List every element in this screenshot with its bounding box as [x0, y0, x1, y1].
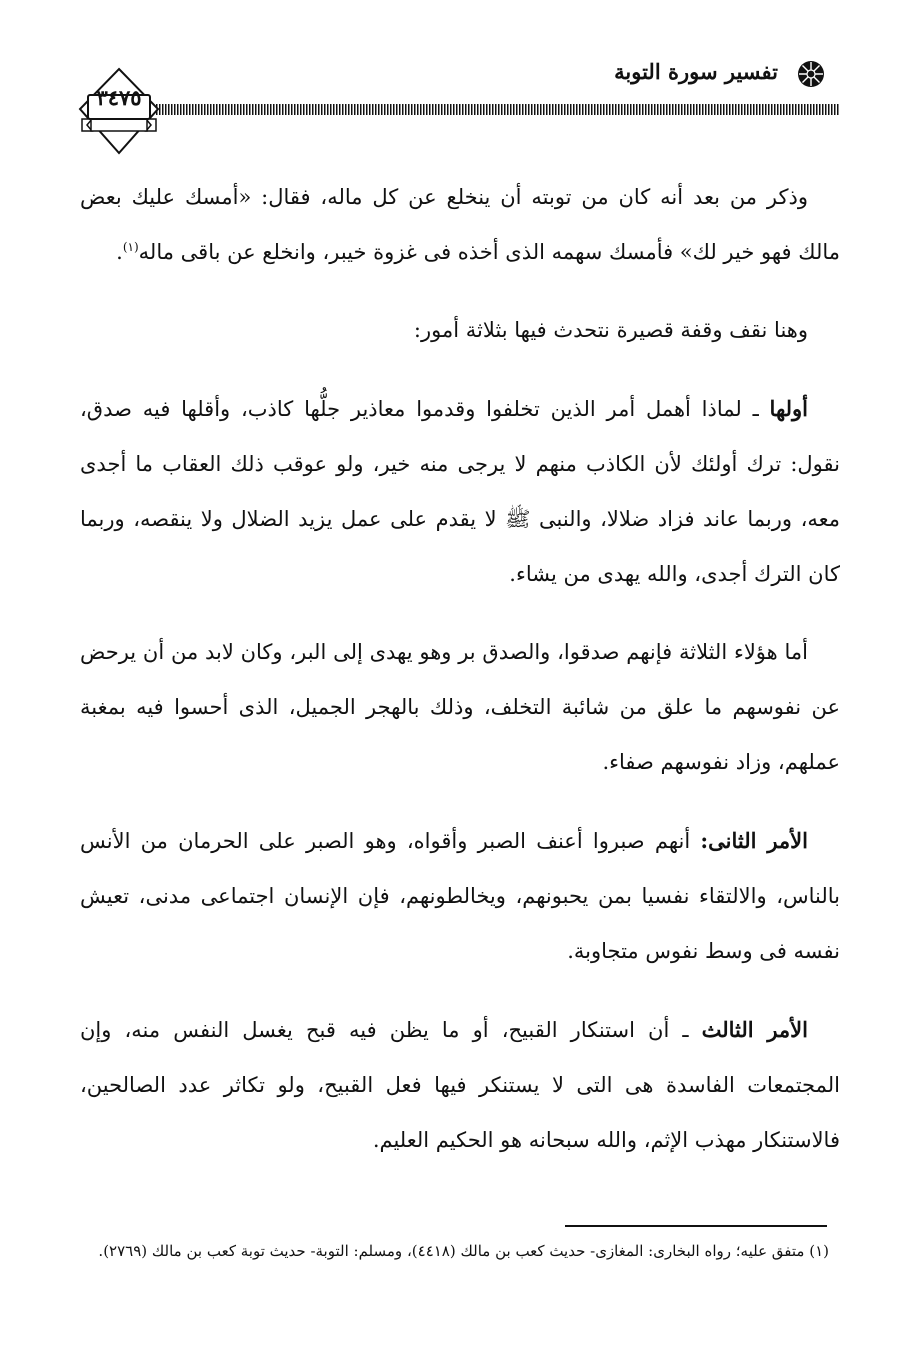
paragraph-lead: أولها	[769, 396, 808, 421]
paragraph-lead: الأمر الثالث	[701, 1017, 808, 1042]
paragraph: وهنا نقف وقفة قصيرة نتحدث فيها بثلاثة أمور:	[413, 318, 808, 342]
flower-ornament-icon	[796, 59, 826, 89]
paragraph: أولها ـ لماذا أهمل أمر الذين تخلفوا وقدموا معاذير جلُّها كاذب، وأقلها فيه صدق، نقول: ترك أولئك لأن الكاذب منهم لا يرجى منه خير، ولو عوقب ذلك العقاب ما أجدى معه، وربما عاند فزاد ضلالا، والنبى ﷺ لا يقدم على عمل يزيد الضلال ولا ينقصه، وربما كان الترك أجدى، والله يهدى من يشاء.	[80, 396, 840, 586]
page-number-badge	[78, 67, 160, 157]
header-rule	[156, 104, 840, 115]
main-text	[80, 170, 840, 1191]
running-title: تفسير سورة التوبة	[614, 59, 778, 84]
footnote-marker[interactable]: (١)	[122, 240, 139, 254]
page-number: ٣٤٧٥	[96, 85, 142, 110]
paragraph: وذكر من بعد أنه كان من توبته أن ينخلع عن كل ماله، فقال: «أمسك عليك بعض مالك فهو خير لك» فأمسك سهمه الذى أخذه فى غزوة خيبر، وانخلع عن باقى ماله$^{(١)}$.	[80, 185, 840, 264]
paragraph-lead: الأمر الثانى:	[700, 828, 808, 853]
page-header	[78, 55, 840, 155]
paragraph: أما هؤلاء الثلاثة فإنهم صدقوا، والصدق بر وهو يهدى إلى البر، وكان لابد من أن يرحض عن نفوسهم ما علق من شائبة التخلف، وذلك بالهجر الجميل، الذى أحسوا فيه بمغبة عملهم، وزاد نفوسهم صفاء.	[80, 640, 840, 774]
paragraph: الأمر الثالث ـ أن استنكار القبيح، أو ما يظن فيه قبح يغسل النفس منه، وإن المجتمعات الفاسدة هى التى لا يستنكر فيها فعل القبيح، ولو تكاثر عدد الصالحين، فالاستنكار مهذب الإثم، والله سبحانه هو الحكيم العليم.	[80, 1017, 840, 1152]
footnote-separator	[565, 1225, 827, 1227]
footnote: (١) متفق عليه؛ رواه البخارى: المغازى- حديث كعب بن مالك (٤٤١٨)، ومسلم: التوبة- حديث توبة كعب بن مالك (٢٧٦٩).	[98, 1242, 829, 1260]
paragraph: الأمر الثانى: أنهم صبروا أعنف الصبر وأقواه، وهو الصبر على الحرمان من الأنس بالناس، والالتقاء نفسيا بمن يحبونهم، ويخالطونهم، فإن الإنسان اجتماعى مدنى، تعيش نفسه فى وسط نفوس متجاوبة.	[80, 828, 840, 963]
